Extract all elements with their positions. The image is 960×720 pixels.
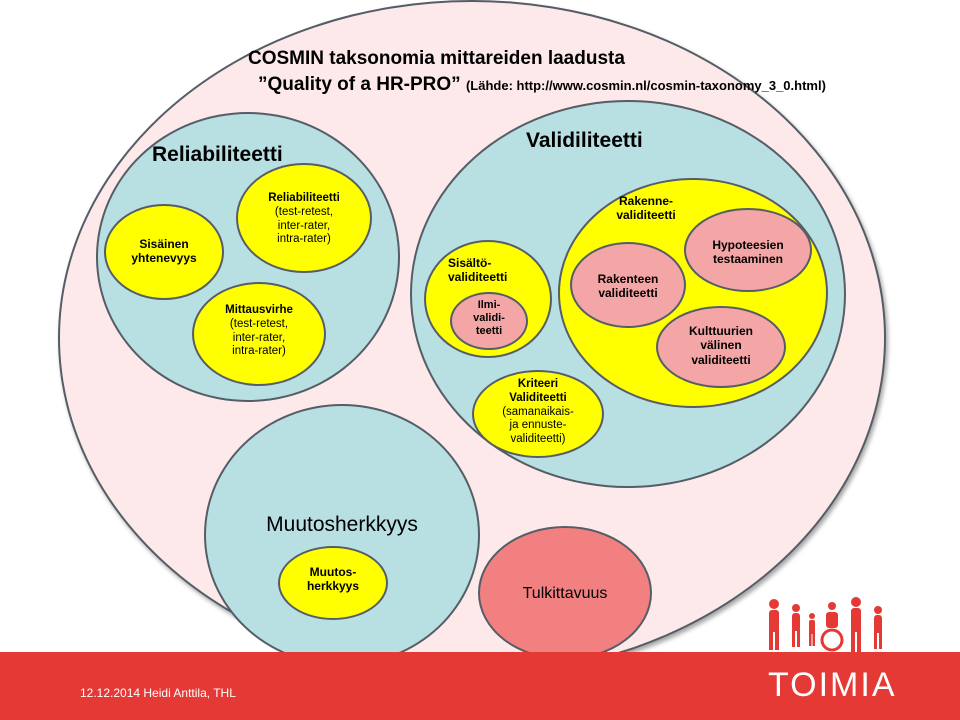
toimia-logo: TOIMIA xyxy=(768,666,897,704)
validity-domain-title: Validiliteetti xyxy=(526,129,643,152)
structural-validity-label: Rakenteen validiteetti xyxy=(597,272,659,301)
page-title: COSMIN taksonomia mittareiden laadusta xyxy=(248,48,625,69)
quality-title: ”Quality of a HR-PRO” xyxy=(258,74,461,95)
people-figures-icon xyxy=(760,596,900,656)
reliability-domain-title: Reliabiliteetti xyxy=(152,143,283,166)
cross-cultural-validity-label: Kulttuurien välinen validiteetti xyxy=(689,324,753,367)
hypotheses-testing-label: Hypoteesien testaaminen xyxy=(712,238,784,267)
face-validity-label: Ilmi- validi- teetti xyxy=(473,299,505,338)
footer-credit: 12.12.2014 Heidi Anttila, THL xyxy=(80,686,236,700)
criterion-validity-label: Kriteeri Validiteetti (samanaikais- ja ennuste- validiteetti) xyxy=(502,378,574,446)
responsiveness-domain-title: Muutosherkkyys xyxy=(266,513,418,536)
interpretability-label: Tulkittavuus xyxy=(522,585,608,602)
reliability-property-label: Reliabiliteetti (test-retest, inter-rater, intra-rater) xyxy=(268,192,340,246)
measurement-error-label: Mittausvirhe (test-retest, inter-rater, intra-rater) xyxy=(225,304,293,358)
construct-validity-label: Rakenne- validiteetti xyxy=(616,194,676,223)
source-link[interactable]: (Lähde: http://www.cosmin.nl/cosmin-taxonomy_3_0.html) xyxy=(465,78,826,93)
page-subtitle xyxy=(258,74,826,96)
content-validity-label: Sisältö- validiteetti xyxy=(448,256,508,285)
internal-consistency-label: Sisäinen yhtenevyys xyxy=(131,237,197,266)
responsiveness-property-label: Muutos- herkkyys xyxy=(306,565,360,594)
